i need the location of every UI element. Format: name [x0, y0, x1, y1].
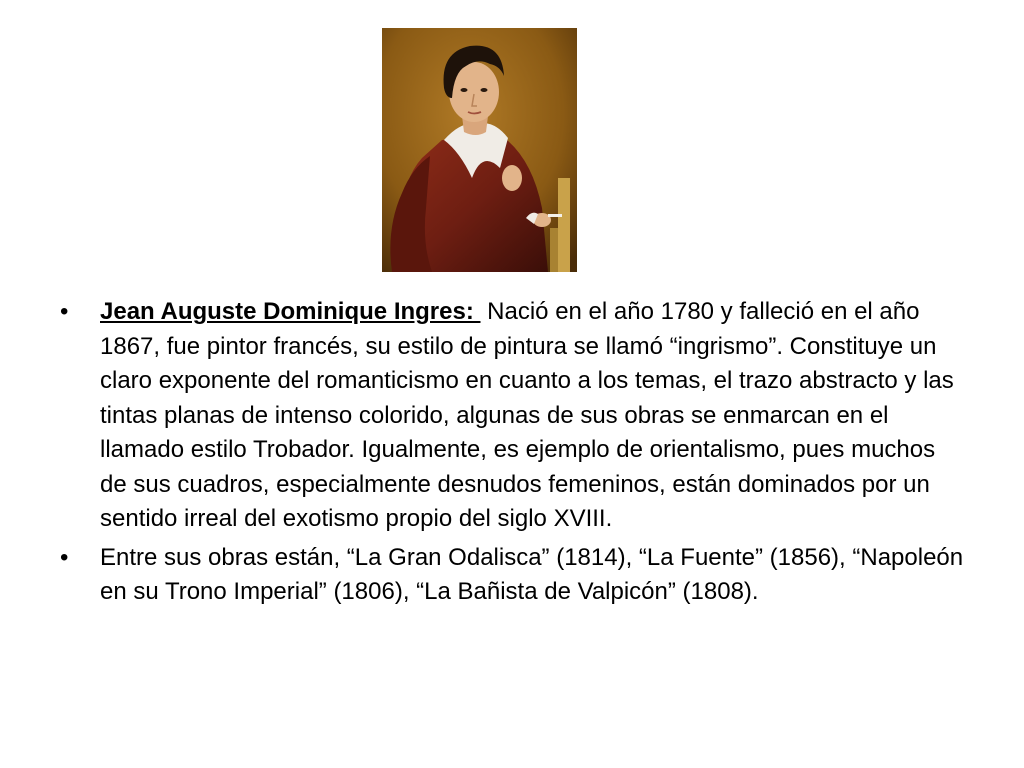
- biography-text: Nació en el año 1780 y falleció en el año 1867, fue pintor francés, su estilo de pintura se llamó “ingrismo”. Constituye un claro exponente del romanticismo en cuanto a los temas, el trazo abstracto y las tintas planas de intenso colorido, algunas de sus obras se enmarcan en el llamado estilo Trobador. Igualmente, es ejemplo de orientalismo, pues muchos de sus cuadros, especialmente desnudos femeninos, están dominados por un sentido irreal del exotismo propio del siglo XVIII.: [100, 298, 954, 532]
- ingres-portrait-image: [382, 28, 577, 272]
- bullet-item-works: [56, 541, 968, 610]
- portrait-painting: [382, 28, 577, 272]
- bullet-marker: •: [60, 543, 69, 571]
- works-text: Entre sus obras están, “La Gran Odalisca” (1814), “La Fuente” (1856), “Napoleón en su Trono Imperial” (1806), “La Bañista de Valpicón” (1808).: [100, 543, 964, 605]
- bullet-list: [56, 295, 968, 610]
- bullet-item-biography: [56, 295, 968, 537]
- bullet-marker: •: [60, 298, 69, 325]
- slide-body: [56, 295, 968, 614]
- artist-name: Jean Auguste Dominique Ingres:: [100, 298, 481, 325]
